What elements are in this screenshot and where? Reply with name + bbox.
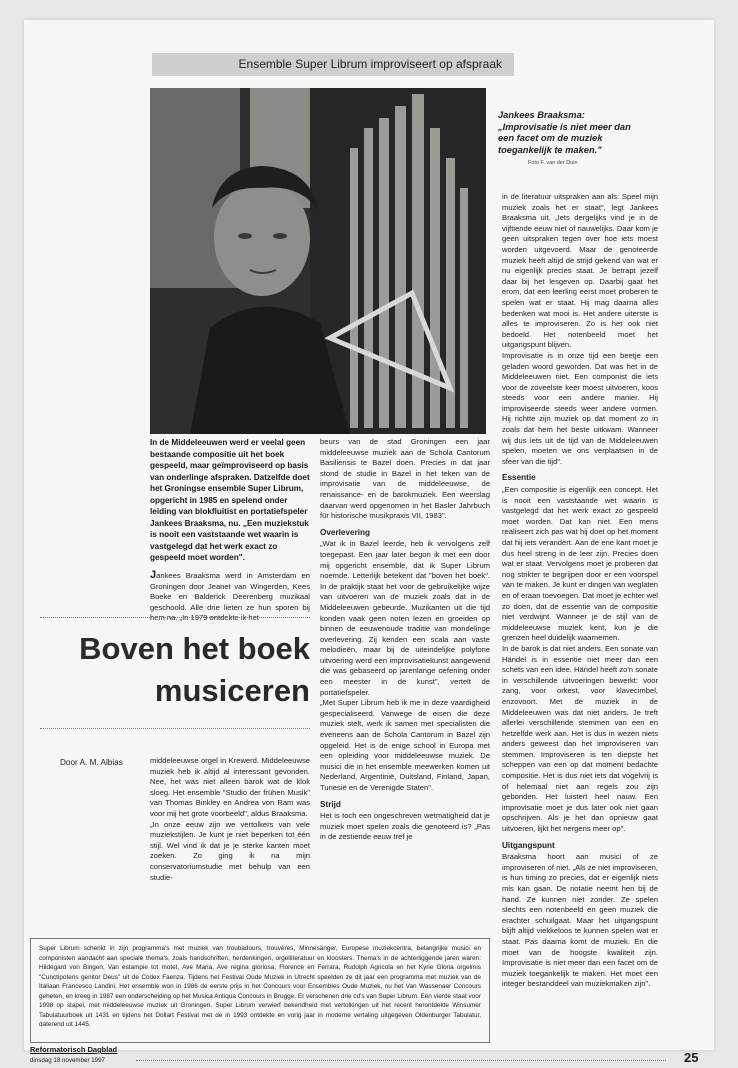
byline: Door A. M. Albias [60,758,123,767]
paragraph: „Een compositie is eigenlijk een concept. Het is nooit een vaststaande wet waarin is vastgelegd dat het werk exact zo gespeeld moet worden. Dat kan niet. Een mens realiseert zich pas wat hij doet op het moment dat hij iets verandert. Aan de ene kant moet je dus heel streng in de leer zijn. Precies doen wat er staat. Vervolgens moet je proberen dat nog strikter te begrijpen door er een voorspel van te maken. Je kunt er dingen van weglaten en of eraan toevoegen. Dat moet je echter wel zo doen, dat de essentie van de compositie niet verdwijnt. Wanneer je de stijl van de middeleeuwse muziek kent, kun je die grenzen heel duidelijk waarnemen. [502,485,658,643]
photo-image [150,88,486,434]
subheading: Strijd [320,799,341,809]
paragraph: in de literatuur uitspraken aan als: Speel mijn muziek zoals het er staat", legt Jankees Braaksma uit. „Iets dergelijks vind je in de vijftiende eeuw niet of nauwelijks. Daar kom je geen uitspraken tegen over hoe iets moest worden uitgevoerd. Maar de genoteerde muziek heeft altijd de strijd gekend van wat er nu eigenlijk precies staat. Je betrapt jezelf daar bij het lesgeven op. Daarbij gaat het erom, dat een leerling eerst moet proberen te spelen wat er staat. Hij mag daarna alles bedenken wat mooi is. Het andere uiterste is alles te improviseren. Zo is het ook niet bedoeld. Het notenbeeld moet het uitgangspunt blijven. [502,192,658,350]
portrait-photo [150,88,486,434]
column-2 [320,437,490,843]
subheading: Uitgangspunt [502,840,555,850]
publication-name: Reformatorisch Dagblad [30,1045,118,1054]
subheading: Overlevering [320,527,371,537]
paragraph: Improvisatie is in onze tijd een beetje een geladen woord geworden. Dat was het in de Middeleeuwen niet. Een componist die iets voor de zoveelste keer moest uitvoeren, koos steeds voor een andere manier. Hij improviseerde steeds weer andere vormen. Hij richtte zijn muziek op dat moment zo in zoals dat hem het beste uitkwam. Wanneer wij dus iets uit de tijd van de Middeleeuwen spelen, moeten we ons verplaatsen in de sfeer van die tijd". [502,350,658,466]
article-lead: In de Middeleeuwen werd er veelal geen bestaande compositie uit het boek gespeeld, maar geïmproviseerd op basis van onderlinge afspraken. Datzelfde doet het Groningse ensemble Super Librum, opgericht in 1985 en spelend onder leiding van blokfluitist en portatiefspeler Jankees Braaksma, nu. „Een muziekstuk is nooit een vaststaande wet waarin is vastgelegd dat het werk exact zo gespeeld moet worden". [150,438,310,562]
subheading: Essentie [502,473,536,483]
pull-quote: Jankees Braaksma: „Improvisatie is niet meer dan een facet om de muziek toegankelijk te maken." [498,110,631,155]
footer [30,1045,117,1064]
photo-caption [498,110,640,166]
paragraph: In de barok is dat niet anders. Een sonate van Händel is in essentie niet meer dan een schets van een idee. Händel heeft zo'n sonate in verschillende uitvoeringen bewerkt: voor zang, voor orkest, voor klavecimbel, enzovoort. Met de muziek in de Middeleeuwen was dat niet anders. Je treft allerlei verschillende stemmen van een en hetzelfde werk aan. Het is dus in wezen niets anders geweest dan het improviseren van stemmen. Improviseren is ten diepste het scheppen van een op dat moment bedachte compositie. Het is dus niet iets dat vogelvrij is of helemaal niet aan regels zou zijn gebonden. Het luistert heel nauw. Een improvisatie moet je dus later ook niet gaan opschrijven. Als je het dan opnieuw gaat uitvoeren, lijkt het nergens meer op". [502,643,658,834]
photo-credit: Foto F. van der Duin [528,160,578,167]
paragraph: Braaksma hoort aan musici of ze improviseren of niet. „Als ze niet improviseren, is hun timing zo precies, dat er eigenlijk niets mis kan gaan. De notatie neemt hen bij de hand. Ze kunnen niet zonder. Ze spelen slechts een notenbeeld en geen muziek die erachter schuilgaat. Maar het uitgangspunt blijft altijd viekkeloos te kunnen spelen wat er staat. Pas daarna komt de muziek. En die moet van de hoogste kwaliteit zijn. Improvisatie is niet meer dan een facet om de muziek toegankelijk te maken. Het moet een integer bestanddeel van muziekmaken zijn". [502,852,658,989]
paragraph: „In onze eeuw zijn we vertolkers van vele muziekstijlen. Je kunt je niet beperken tot één stijl. Wel vind ik dat je je sterke kanten moet zoeken. Zo ging ik na mijn conservatoriumstudie met behulp van een studie- [150,819,310,882]
column-3 [502,192,658,990]
column-1-continued [150,756,310,883]
paragraph: beurs van de stad Groningen een jaar middeleeuwse muziek aan de Schola Cantorum Basiliensis te Bazel doen. Precies in dat jaar stond de studie in Bazel in het teken van de improvisatie van de middeleeuwse, de renaissance- en de barokmuziek. Een weerslag daarvan werd opgenomen in het Basler Jahrbuch für historische musikpraxis VII, 1983". [320,437,490,521]
info-box: Super Librum schenkt in zijn programma's met muziek van troubadours, trouvères, Minnesänger, Europese muziekcentra, belangrijke musici en componisten aandacht aan speciale thema's, zoals handschriften, herdenkingen, orgelliteratuur en kloosters. Thema's in de achterliggende jaren waren: Hildegard von Bingen, Van estampie tot motet, Ave Maria, Ave regina gloriosa, Florence en Ferrara, Rudolph Agricola en het Kyrie Gloria orgelmis "Cunctipotens genitor Deus" uit de Codex Faenza. Tijdens het Festival Oude Muziek in Utrecht speelden ze dit jaar een programma met muziek van de Italiaan Francesco Landini. Het ensemble won in 1986 de eerste prijs in het Concours voor Ensembles Oude Muziek, nu het Van Wassenaer Concours geheten, en kreeg in 1987 een onderscheiding op het Musica Antiqua Concours in Brugge. Er verschenen drie cd's van Super Librum. Een vierde staat voor 1998 op stapel, met middeleeuwse muziek uit Groningen. Super Librum verwierf bekendheid met vertolkingen uit het recent herontdekte Winsumer Tabulatuurboek uit 1431 en tijdens het Dollart Festival met de in 1993 ontdekte en vorig jaar in moderne vertaling uitgegeven Oldenburger Tabulatur, daterend uit 1445. [30,938,490,1043]
paragraph: „Met Super Librum heb ik me in deze vaardigheid gespecialiseerd. Vanwege de eisen die deze muziek stelt, werk ik samen met specialisten die eveneens aan de Schola Cantorum in Bazel zijn opgeleid. Het is de enige school in Europa met een opleiding voor middeleeuwse muziek. De musici die in het ensemble meewerken komen uit Nederland, Argentinië, Duitsland, Finland, Japan, Tunesië en de Verenigde Staten". [320,698,490,792]
paragraph: middeleeuwse orgel in Krewerd. Middeleeuwse muziek heb ik altijd al interessant gevonden. Nee, het was niet alleen barok wat de klok sloeg. Het ensemble "Studio der frühen Musik" van Thomas Binkley en Andrea von Ram was voor mij het grote voorbeeld", aldus Braaksma. [150,756,310,818]
intro-paragraph: ankees Braaksma werd in Amsterdam en Groningen door Jeanet van Wingerden, Kees Boeke en Balderick Deerenberg muzikaal geschoold. Alle drie lieten ze hun sporen bij hem na. „In 1979 ontdekte ik het [150,571,310,623]
newspaper-page [24,20,714,1065]
column-1-intro [150,570,310,624]
section-banner: Ensemble Super Librum improviseert op afspraak [152,53,514,76]
headline-line-1: Boven het boek [79,631,310,666]
paragraph: Het is toch een ongeschreven wetmatigheid dat je muziek moet spelen zoals die genoteerd is? „Pas in de zestiende eeuw tref je [320,811,490,842]
headline [54,628,310,712]
divider-top [40,617,310,618]
divider-bottom [40,728,310,729]
paragraph: „Wat ik in Bazel leerde, heb ik vervolgens zelf toegepast. Een jaar later begon ik met een door mij opgericht ensemble, dat ik Super Librum noemde. Letterlijk betekent dat "boven het boek". In de praktijk staat het voor de gebruikelijke wijze van uitvoeren van de muziek zoals dat in de Middeleeuwen gebeurde. Muzikanten uit die tijd konden vaak geen noten lezen en groeiden op binnen de eeuwenoude traditie van mondelinge overlevering. Zij kenden een scala aan vaste melodieën, maar bij de uiteindelijke polyfone uitvoering werd een improvisatiekunst aangewend die was gebaseerd op jarenlange oefening onder een meester in de kunst", vertelt de portatiefspeler. [320,539,490,697]
footer-divider [136,1060,666,1061]
page-number: 25 [684,1050,699,1065]
headline-line-2: musiceren [154,673,310,708]
publication-date: dinsdag 18 november 1997 [30,1057,105,1064]
drop-cap: J [150,569,157,581]
